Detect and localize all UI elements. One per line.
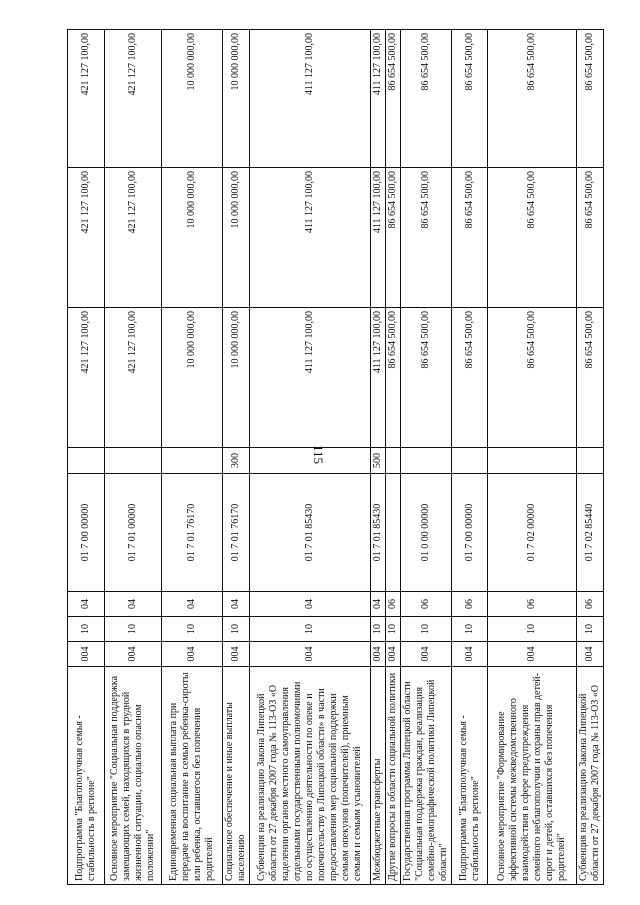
target-article-cell: 01 7 01 00000	[105, 474, 162, 592]
table-row	[386, 30, 401, 885]
amount-cell: 421 127 100,00	[105, 308, 162, 448]
row-name-cell: Единовременная социальная выплата при передаче на воспитание в семью ребенка-сироты или ребенка, оставшегося без попечения родителей	[162, 667, 223, 885]
ministry-code-cell: 004	[223, 642, 250, 667]
expense-type-cell	[250, 448, 371, 474]
ministry-code-cell: 004	[452, 642, 488, 667]
subsection-code-cell: 04	[223, 592, 250, 617]
subsection-code-cell: 04	[105, 592, 162, 617]
expense-type-cell	[488, 448, 577, 474]
target-article-cell: 01 7 01 76170	[223, 474, 250, 592]
amount-cell: 411 127 100,00	[371, 308, 386, 448]
amount-cell: 86 654 500,00	[452, 30, 488, 168]
ministry-code-cell: 004	[386, 642, 401, 667]
amount-cell: 411 127 100,00	[250, 30, 371, 168]
section-code-cell: 10	[401, 617, 452, 642]
subsection-code-cell: 06	[452, 592, 488, 617]
target-article-cell: 01 7 01 76170	[162, 474, 223, 592]
amount-cell: 86 654 500,00	[577, 30, 604, 168]
row-name-cell: Государственная программа Липецкой области "Социальная поддержка граждан, реализация семейно-демографической политики Липецкой области"	[401, 667, 452, 885]
ministry-code-cell: 004	[105, 642, 162, 667]
table-row	[68, 30, 105, 885]
budget-table-container	[67, 30, 601, 885]
section-code-cell: 10	[223, 617, 250, 642]
target-article-cell: 01 0 00 00000	[401, 474, 452, 592]
target-article-cell: 01 7 00 00000	[68, 474, 105, 592]
ministry-code-cell: 004	[488, 642, 577, 667]
section-code-cell: 10	[250, 617, 371, 642]
table-row	[452, 30, 488, 885]
amount-cell: 411 127 100,00	[371, 30, 386, 168]
amount-cell: 86 654 500,00	[577, 168, 604, 308]
section-code-cell: 10	[488, 617, 577, 642]
target-article-cell: 01 7 01 85430	[250, 474, 371, 592]
amount-cell: 10 000 000,00	[162, 30, 223, 168]
row-name-cell: Основное мероприятие "Формирование эффективной системы межведомственного взаимодействия в сфере предупреждения семейного неблагополучия и охраны прав детей-сирот и детей, оставшихся без попечения родителей"	[488, 667, 577, 885]
amount-cell: 421 127 100,00	[105, 30, 162, 168]
row-name-cell: Субвенция на реализацию Закона Липецкой области от 27 декабря 2007 года № 113-ОЗ «О наделении органов местного самоуправления отдельными государственными полномочиями по осуществлению деятельности по опеке и попечительству в Липецкой области» в части предоставления мер социальной поддержки семьям опекунов (попечителей), приемным семьям и семьям усыновителей	[250, 667, 371, 885]
expense-type-cell	[105, 448, 162, 474]
amount-cell: 421 127 100,00	[68, 168, 105, 308]
amount-cell: 86 654 500,00	[401, 168, 452, 308]
row-name-cell: Подпрограмма "Благополучная семья - стабильность в регионе"	[68, 667, 105, 885]
expense-type-cell: 500	[371, 448, 386, 474]
amount-cell: 10 000 000,00	[223, 308, 250, 448]
subsection-code-cell: 06	[577, 592, 604, 617]
budget-table	[67, 29, 604, 885]
table-row	[223, 30, 250, 885]
section-code-cell: 10	[386, 617, 401, 642]
ministry-code-cell: 004	[162, 642, 223, 667]
expense-type-cell	[452, 448, 488, 474]
amount-cell: 86 654 500,00	[577, 308, 604, 448]
table-row	[250, 30, 371, 885]
subsection-code-cell: 04	[371, 592, 386, 617]
amount-cell: 10 000 000,00	[223, 30, 250, 168]
target-article-cell: 01 7 02 00000	[488, 474, 577, 592]
section-code-cell: 10	[577, 617, 604, 642]
expense-type-cell	[162, 448, 223, 474]
target-article-cell: 01 7 02 85440	[577, 474, 604, 592]
section-code-cell: 10	[162, 617, 223, 642]
row-name-cell: Межбюджетные трансферты	[371, 667, 386, 885]
target-article-cell: 01 7 00 00000	[452, 474, 488, 592]
ministry-code-cell: 004	[401, 642, 452, 667]
target-article-cell: 01 7 01 85430	[371, 474, 386, 592]
amount-cell: 10 000 000,00	[162, 168, 223, 308]
table-row	[105, 30, 162, 885]
table-row	[401, 30, 452, 885]
amount-cell: 411 127 100,00	[250, 168, 371, 308]
row-name-cell: Другие вопросы в области социальной политики	[386, 667, 401, 885]
amount-cell: 86 654 500,00	[452, 168, 488, 308]
subsection-code-cell: 04	[250, 592, 371, 617]
section-code-cell: 10	[68, 617, 105, 642]
amount-cell: 86 654 500,00	[386, 30, 401, 168]
expense-type-cell	[386, 448, 401, 474]
section-code-cell: 10	[452, 617, 488, 642]
amount-cell: 421 127 100,00	[68, 30, 105, 168]
amount-cell: 10 000 000,00	[162, 308, 223, 448]
ministry-code-cell: 004	[371, 642, 386, 667]
subsection-code-cell: 04	[68, 592, 105, 617]
amount-cell: 10 000 000,00	[223, 168, 250, 308]
amount-cell: 411 127 100,00	[371, 168, 386, 308]
row-name-cell: Социальное обеспечение и иные выплаты населению	[223, 667, 250, 885]
amount-cell: 86 654 500,00	[401, 30, 452, 168]
expense-type-cell	[577, 448, 604, 474]
amount-cell: 86 654 500,00	[401, 308, 452, 448]
row-name-cell: Подпрограмма "Благополучная семья - стабильность в регионе"	[452, 667, 488, 885]
ministry-code-cell: 004	[68, 642, 105, 667]
section-code-cell: 10	[105, 617, 162, 642]
table-row	[577, 30, 604, 885]
amount-cell: 86 654 500,00	[488, 30, 577, 168]
subsection-code-cell: 06	[386, 592, 401, 617]
amount-cell: 86 654 500,00	[488, 308, 577, 448]
target-article-cell	[386, 474, 401, 592]
expense-type-cell	[401, 448, 452, 474]
subsection-code-cell: 06	[488, 592, 577, 617]
table-row	[162, 30, 223, 885]
section-code-cell: 10	[371, 617, 386, 642]
amount-cell: 421 127 100,00	[68, 308, 105, 448]
amount-cell: 86 654 500,00	[386, 168, 401, 308]
table-row	[371, 30, 386, 885]
row-name-cell: Основное мероприятие "Социальная поддержка замещающих семей, находящихся в трудной жизненной ситуации, социально опасном положении"	[105, 667, 162, 885]
ministry-code-cell: 004	[577, 642, 604, 667]
table-row	[488, 30, 577, 885]
expense-type-cell	[68, 448, 105, 474]
amount-cell: 86 654 500,00	[386, 308, 401, 448]
amount-cell: 86 654 500,00	[488, 168, 577, 308]
expense-type-cell: 300	[223, 448, 250, 474]
row-name-cell: Субвенция на реализацию Закона Липецкой области от 27 декабря 2007 года № 113-ОЗ «О	[577, 667, 604, 885]
subsection-code-cell: 04	[162, 592, 223, 617]
page-number: 115	[311, 445, 326, 465]
ministry-code-cell: 004	[250, 642, 371, 667]
amount-cell: 411 127 100,00	[250, 308, 371, 448]
amount-cell: 86 654 500,00	[452, 308, 488, 448]
subsection-code-cell: 06	[401, 592, 452, 617]
amount-cell: 421 127 100,00	[105, 168, 162, 308]
